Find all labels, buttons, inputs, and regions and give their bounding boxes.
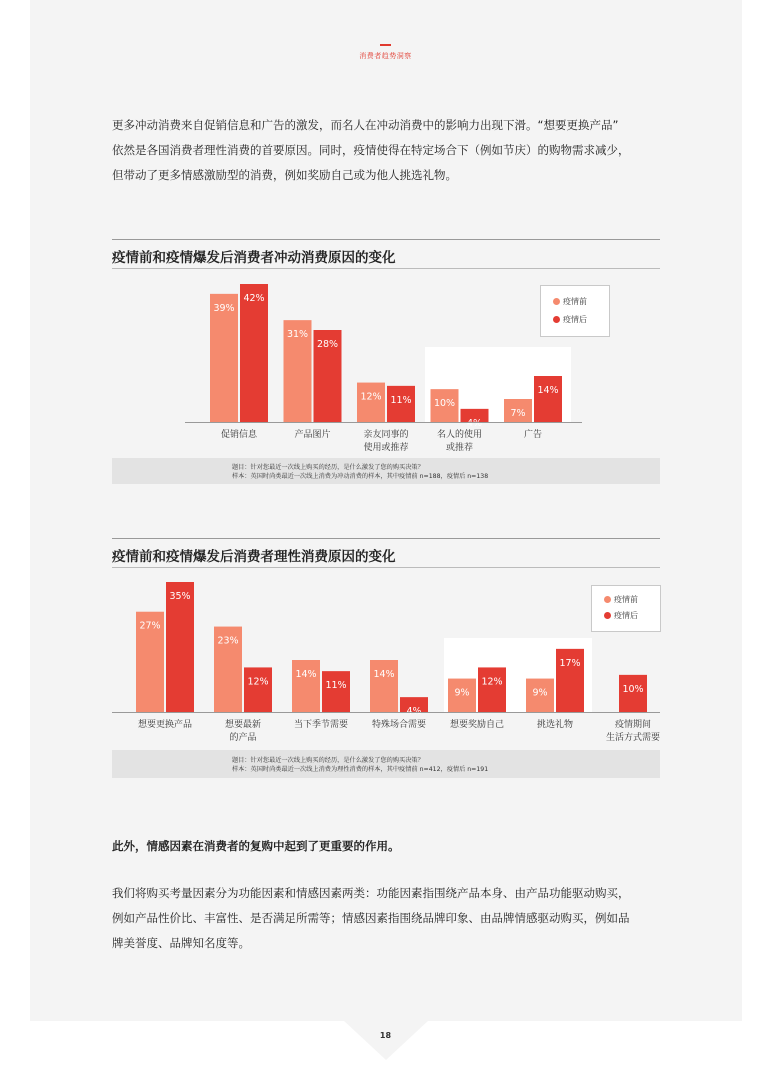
body-paragraph xyxy=(112,881,660,956)
chart-bar xyxy=(244,667,272,712)
section-label: 消费者趋势洞察 xyxy=(359,52,412,60)
bar-data-label: 12% xyxy=(360,391,382,403)
legend-label-after: 疫情后 xyxy=(563,315,587,324)
bar-data-label: 9% xyxy=(454,687,470,699)
bar-data-label: 35% xyxy=(169,591,191,602)
bar-data-label: 39% xyxy=(213,302,235,314)
category-tick-label: 亲友同事的 xyxy=(363,430,409,440)
category-tick-label: 的产品 xyxy=(229,733,257,743)
bar-data-label: 12% xyxy=(481,676,503,688)
chart-bar xyxy=(322,671,350,712)
body-line: 例如产品性价比、丰富性、是否满足所需等；情感因素指围绕品牌印象、由品牌情感驱动购买，例如品 xyxy=(112,911,630,925)
body-line: 牌美誉度、品牌知名度等。 xyxy=(112,936,250,950)
bar-data-label: 7% xyxy=(510,408,526,419)
category-tick-label: 产品图片 xyxy=(294,430,331,440)
chart1-note-sample: 样本：英国时尚类最近一次线上消费为冲动消费的样本，其中疫情前 n=188，疫情后 n=138 xyxy=(232,473,489,480)
category-tick-label: 促销信息 xyxy=(220,430,258,440)
category-tick-label: 特殊场合需要 xyxy=(371,720,427,730)
bar-data-label: 28% xyxy=(316,339,339,350)
bar-data-label: 17% xyxy=(559,657,581,669)
intro-line: 依然是各国消费者理性消费的首要原因。同时，疫情使得在特定场合下（例如节庆）的购物需求减少， xyxy=(112,143,630,157)
bar-data-label: 10% xyxy=(433,398,456,410)
bar-data-label: 12% xyxy=(247,676,269,688)
bar-data-label: 14% xyxy=(295,669,317,680)
bar-data-label: 14% xyxy=(537,385,559,396)
category-tick-label: 想要更换产品 xyxy=(137,720,193,730)
chart2-note-sample: 样本：英国时尚类最近一次线上消费为理性消费的样本，其中疫情前 n=412，疫情后 n=191 xyxy=(232,766,489,773)
category-tick-label: 使用或推荐 xyxy=(363,443,409,453)
bar-data-label: 14% xyxy=(373,669,395,680)
chart2-note-question: 题目：针对您最近一次线上购买的经历，是什么激发了您的购买决策？ xyxy=(232,757,424,764)
category-tick-label: 想要最新 xyxy=(224,720,262,730)
category-tick-label: 名人的使用 xyxy=(436,430,483,440)
footer-tab xyxy=(343,1020,429,1060)
legend-item-after xyxy=(604,610,638,621)
legend-item-before xyxy=(604,594,638,605)
legend-label-before: 疫情前 xyxy=(614,595,638,604)
legend-dot-after xyxy=(604,612,611,619)
category-tick-label: 广告 xyxy=(523,430,543,440)
intro-line: 更多冲动消费来自促销信息和广告的激发，而名人在冲动消费中的影响力出现下滑。“想要更换产品” xyxy=(112,118,619,132)
category-tick-label: 挑选礼物 xyxy=(536,720,574,730)
chart-bar xyxy=(370,660,398,712)
intro-line: 但带动了更多情感激励型的消费，例如奖励自己或为他人挑选礼物。 xyxy=(112,168,457,182)
category-tick-label: 想要奖励自己 xyxy=(449,720,505,730)
bar-data-label: 11% xyxy=(390,394,412,406)
bar-data-label: 4% xyxy=(466,417,483,429)
chart2-legend xyxy=(591,585,661,632)
bar-data-label: 4% xyxy=(406,706,422,718)
bar-data-label: 27% xyxy=(139,620,161,632)
bar-data-label: 23% xyxy=(217,635,239,647)
legend-dot-before xyxy=(604,596,611,603)
bar-data-label: 42% xyxy=(243,293,265,304)
bar-data-label: 11% xyxy=(325,680,347,692)
chart-bar xyxy=(478,667,506,712)
bar-data-label: 31% xyxy=(286,329,309,341)
legend-label-before: 疫情前 xyxy=(563,297,587,306)
chart1-title: 疫情前和疫情爆发后消费者冲动消费原因的变化 xyxy=(112,250,396,266)
chart-bar xyxy=(292,660,320,712)
category-tick-label: 当下季节需要 xyxy=(293,720,349,730)
bar-data-label: 9% xyxy=(532,687,548,699)
category-tick-label: 疫情期间 xyxy=(614,720,652,730)
category-tick-label: 或推荐 xyxy=(445,443,474,453)
body-line: 我们将购买考量因素分为功能因素和情感因素两类：功能因素指围绕产品本身、由产品功能驱动购买， xyxy=(112,886,630,900)
chart1-note-question: 题目：针对您最近一次线上购买的经历，是什么激发了您的购买决策？ xyxy=(232,464,424,471)
bar-data-label: 10% xyxy=(622,683,644,695)
page-number: 18 xyxy=(379,1031,392,1040)
chart2-title: 疫情前和疫情爆发后消费者理性消费原因的变化 xyxy=(112,549,396,565)
body-statement: 此外，情感因素在消费者的复购中起到了更重要的作用。 xyxy=(112,839,400,853)
category-tick-label: 生活方式需要 xyxy=(605,733,661,743)
legend-label-after: 疫情后 xyxy=(614,611,638,620)
